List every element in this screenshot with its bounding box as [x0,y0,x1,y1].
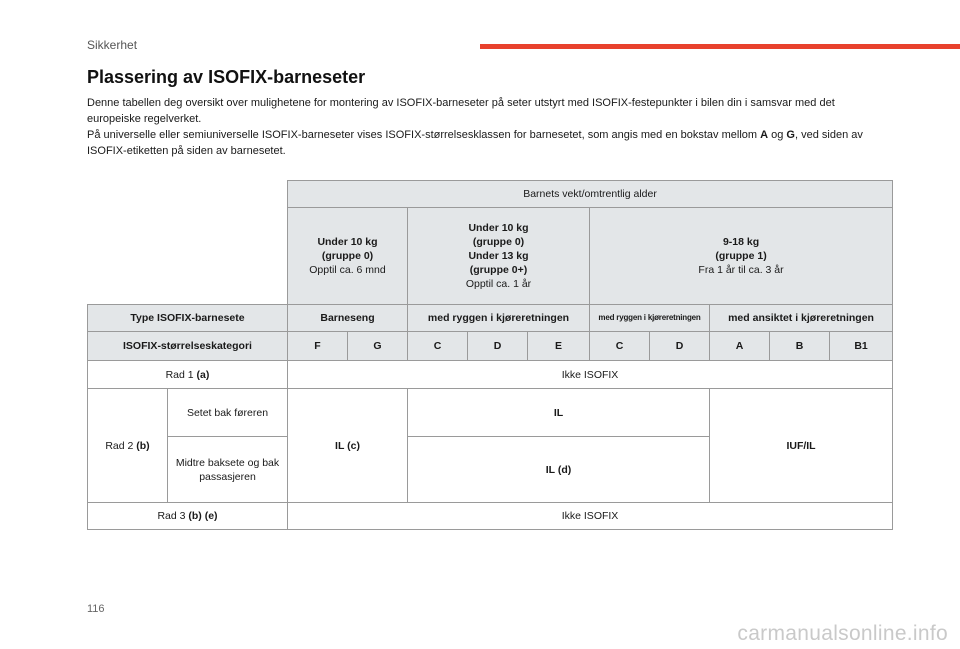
size-cell: B1 [830,332,893,361]
page-title: Plassering av ISOFIX-barneseter [87,67,366,87]
table-corner-2 [88,208,288,305]
group-1-group: (gruppe 0) [321,250,374,262]
section-label: Sikkerhet [87,38,138,52]
row1-label-note: (a) [196,368,210,381]
age-header: Barnets vekt/omtrentlig alder [288,181,893,208]
row2-forward-facing-value: IUF/IL [710,389,893,503]
page-number: 116 [87,603,105,615]
size-row-label: ISOFIX-størrelseskategori [88,332,288,361]
row2-label [88,389,168,503]
intro-letter-a: A [760,129,769,141]
row3-label-text: Rad 3 [157,510,186,522]
size-cell: E [528,332,590,361]
row2-seat-driver: Setet bak føreren [168,389,288,437]
type-forward-facing: med ansiktet i kjøreretningen [710,305,893,332]
row3-value: Ikke ISOFIX [288,503,893,530]
type-cot: Barneseng [288,305,408,332]
intro-p2-end: , ved siden av ISOFIX-etiketten på siden av barnesetet. [87,129,863,157]
group-header-3 [590,208,893,305]
group-1-weight: Under 10 kg [317,236,378,248]
size-cell: D [468,332,528,361]
type-rear-facing-2: med ryggen i kjøreretningen [590,305,710,332]
intro-p2-og: og [768,129,787,141]
group-3-age: Fra 1 år til ca. 3 år [698,264,784,276]
size-cell: F [288,332,348,361]
group-header-1 [288,208,408,305]
section-accent-bar [480,44,960,49]
row2-rear-facing-seat2: IL (d) [408,437,710,503]
type-rear-facing-1: med ryggen i kjøreretningen [408,305,590,332]
group-2-weight-b: Under 13 kg [468,250,529,262]
intro-text [87,95,887,159]
group-2-group-a: (gruppe 0) [472,236,525,248]
group-1-age: Opptil ca. 6 mnd [309,264,386,276]
isofix-table [87,180,893,530]
row2-label-note: (b) [136,439,150,452]
intro-p2-text: På universelle eller semiuniverselle ISOFIX-barneseter vises ISOFIX-størrelsesklassen for barnesetet, som angis med en bokstav mellom [87,129,761,141]
group-3-group: (gruppe 1) [715,250,767,262]
group-2-group-b: (gruppe 0+) [469,264,528,276]
size-cell: C [590,332,650,361]
watermark: carmanualsonline.info [737,622,948,645]
row1-value: Ikke ISOFIX [288,361,893,389]
row1-label-text: Rad 1 [165,368,194,381]
row1-label [88,361,288,389]
size-cell: B [770,332,830,361]
intro-paragraph-1: Denne tabellen deg oversikt over mulighetene for montering av ISOFIX-barneseter på seter utstyrt med ISOFIX-festepunkter i bilen din i samsvar med det europeiske regelverket. [87,97,835,125]
size-cell: C [408,332,468,361]
row3-label-note: (b) (e) [188,510,218,522]
type-row-label: Type ISOFIX-barnesete [88,305,288,332]
row3-label [88,503,288,530]
row2-rear-facing-seat1: IL [408,389,710,437]
row2-cot-value: IL (c) [288,389,408,503]
group-header-2 [408,208,590,305]
row2-label-text: Rad 2 [105,439,134,452]
group-2-weight-a: Under 10 kg [468,222,529,234]
size-cell: G [348,332,408,361]
table-corner [88,181,288,208]
group-2-age: Opptil ca. 1 år [465,278,532,290]
size-cell: A [710,332,770,361]
intro-paragraph-2 [87,127,887,159]
intro-letter-g: G [786,129,795,141]
group-3-weight: 9-18 kg [722,236,760,248]
size-cell: D [650,332,710,361]
row2-seat-middle-passenger: Midtre baksete og bak passasjeren [168,437,288,503]
